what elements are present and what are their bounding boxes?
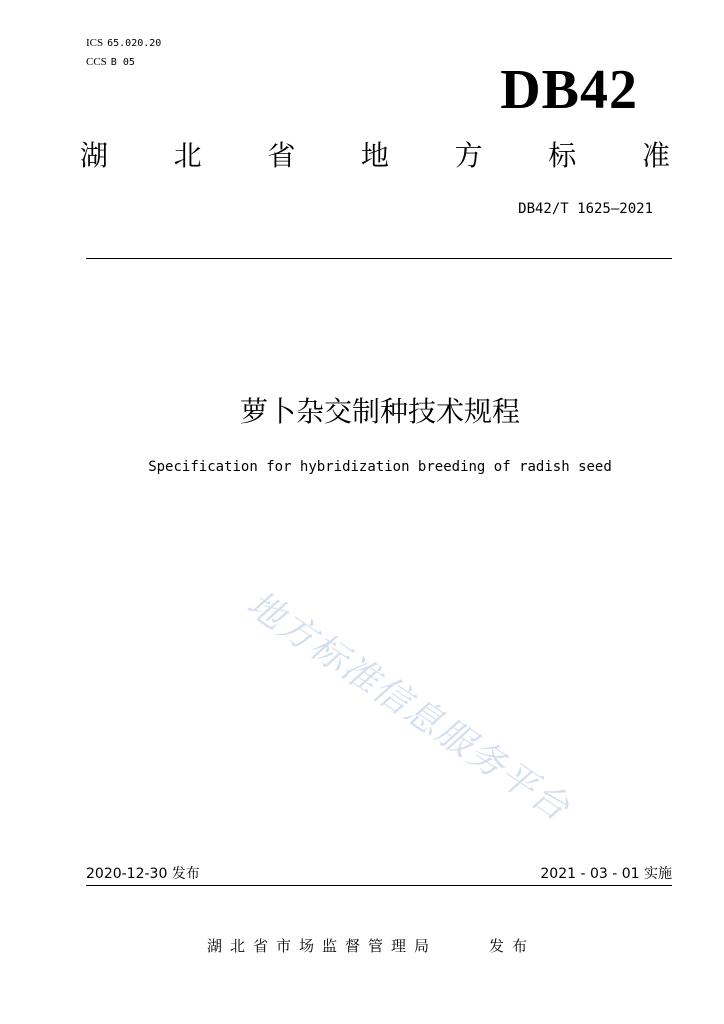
standard-type-char: 方	[454, 139, 483, 172]
issue-date: 2020-12-30 发布	[86, 866, 200, 882]
ics-line	[86, 36, 161, 51]
document-title-chinese: 萝卜杂交制种技术规程	[239, 395, 520, 428]
standard-type-char: 准	[641, 139, 670, 172]
ccs-code: B 05	[110, 57, 135, 68]
standard-type	[80, 138, 670, 174]
ics-code: 65.020.20	[107, 38, 162, 49]
ics-label: ICS	[86, 37, 104, 49]
standard-type-char: 地	[360, 139, 389, 172]
standard-type-char: 标	[548, 139, 577, 172]
top-divider	[86, 258, 672, 259]
issue-word: 发布	[489, 937, 536, 955]
document-title-english: Specification for hybridization breeding of radish seed	[148, 459, 612, 475]
ccs-line	[86, 55, 135, 70]
standard-type-char: 湖	[80, 139, 109, 172]
issuing-authority: 湖北省市场监督管理局	[207, 937, 438, 955]
ccs-label: CCS	[86, 56, 107, 68]
implementation-date: 2021 - 03 - 01 实施	[540, 866, 672, 882]
db-code: DB42	[500, 59, 638, 121]
bottom-divider	[86, 885, 672, 886]
standard-number: DB42/T 1625—2021	[518, 201, 653, 217]
watermark: 地方标准信息服务平台	[239, 583, 578, 830]
standard-type-char: 省	[267, 139, 296, 172]
standard-type-char: 北	[173, 139, 202, 172]
